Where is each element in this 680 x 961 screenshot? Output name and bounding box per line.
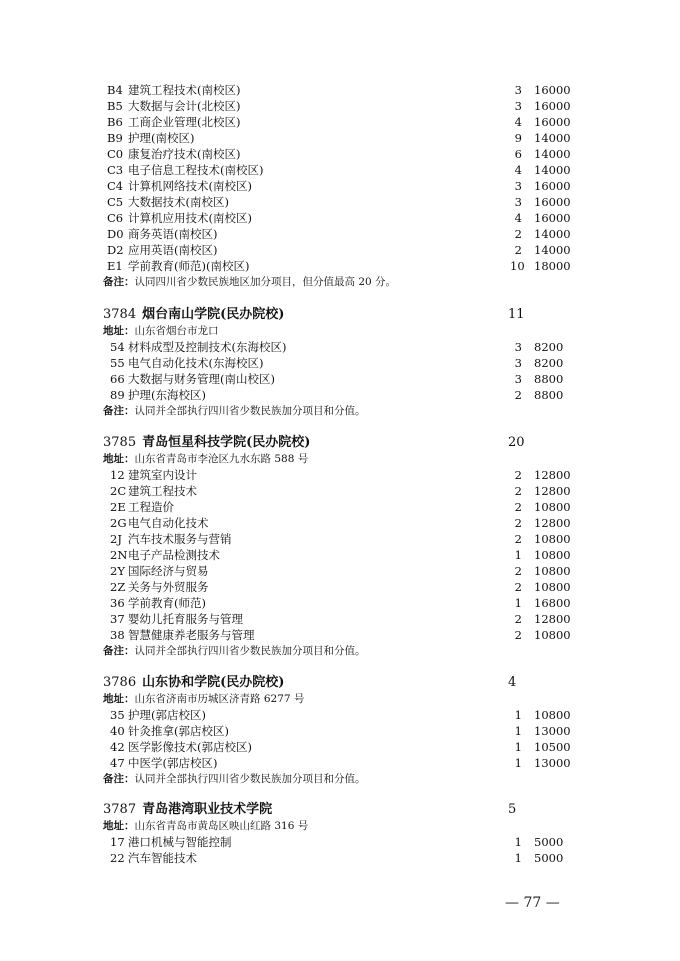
major-name: 工程造价 <box>128 500 174 514</box>
major-name: 大数据与会计(北校区) <box>128 99 241 113</box>
major-code: 66 <box>110 372 125 386</box>
major-code: 89 <box>110 388 125 402</box>
table-row <box>0 563 680 579</box>
major-code: 38 <box>110 628 125 642</box>
address-text: 山东省济南市历城区济青路 6277 号 <box>134 693 305 705</box>
tuition-fee: 5000 <box>534 851 564 865</box>
major-name: 电气自动化技术(东海校区) <box>128 356 264 370</box>
major-code: D2 <box>107 243 124 257</box>
remark <box>103 643 366 659</box>
enroll-count: 1 <box>514 756 522 770</box>
major-code: 2E <box>110 500 126 514</box>
table-row <box>0 755 680 771</box>
remark-label: 备注： <box>103 645 135 657</box>
table-row <box>0 355 680 371</box>
tuition-fee: 16800 <box>534 596 571 610</box>
school-name: 山东协和学院(民办院校) <box>142 675 285 690</box>
major-code: 2Y <box>110 564 125 578</box>
major-code: E1 <box>107 259 123 273</box>
major-name: 电气自动化技术 <box>128 516 209 530</box>
address-label: 地址： <box>103 453 135 465</box>
tuition-fee: 12800 <box>534 516 571 530</box>
enroll-count: 2 <box>514 532 522 546</box>
table-row <box>0 371 680 387</box>
major-code: C4 <box>107 179 124 193</box>
major-name: 汽车智能技术 <box>128 851 197 865</box>
table-row <box>0 611 680 627</box>
enroll-count: 1 <box>514 851 522 865</box>
major-name: 婴幼儿托育服务与管理 <box>128 612 243 626</box>
major-name: 学前教育(师范)(南校区) <box>128 259 250 273</box>
tuition-fee: 13000 <box>534 756 571 770</box>
major-code: D0 <box>107 227 124 241</box>
table-row <box>0 194 680 210</box>
major-code: 42 <box>110 740 125 754</box>
school-address <box>103 818 308 834</box>
major-name: 材料成型及控制技术(东海校区) <box>128 340 287 354</box>
table-row <box>0 210 680 226</box>
major-code: 2Z <box>110 580 126 594</box>
major-name: 中医学(郭店校区) <box>128 756 218 770</box>
address-label: 地址： <box>103 325 135 337</box>
major-name: 计算机网络技术(南校区) <box>128 179 252 193</box>
table-row <box>0 595 680 611</box>
tuition-fee: 16000 <box>534 195 571 209</box>
table-row <box>0 627 680 643</box>
major-code: B4 <box>107 83 123 97</box>
remark-label: 备注： <box>103 773 135 785</box>
remark-label: 备注： <box>103 276 135 288</box>
table-row <box>0 515 680 531</box>
enroll-count: 2 <box>514 243 522 257</box>
table-row <box>0 850 680 866</box>
major-name: 康复治疗技术(南校区) <box>128 147 241 161</box>
page-number: — 77 — <box>505 895 560 911</box>
enroll-count: 10 <box>510 259 525 273</box>
remark-text: 认同并全部执行四川省少数民族加分项目和分值。 <box>134 773 366 785</box>
table-row <box>0 723 680 739</box>
enroll-count: 2 <box>514 516 522 530</box>
school-header <box>103 674 663 692</box>
table-row <box>0 707 680 723</box>
major-name: 学前教育(师范) <box>128 596 206 610</box>
school-address <box>103 323 219 339</box>
major-code: C3 <box>107 163 124 177</box>
address-label: 地址： <box>103 693 135 705</box>
table-row <box>0 258 680 274</box>
enroll-count: 4 <box>514 115 522 129</box>
enroll-count: 2 <box>514 628 522 642</box>
enroll-count: 4 <box>514 163 522 177</box>
tuition-fee: 10800 <box>534 564 571 578</box>
remark-text: 认同并全部执行四川省少数民族加分项目和分值。 <box>134 405 366 417</box>
enroll-count: 3 <box>514 179 522 193</box>
table-row <box>0 387 680 403</box>
major-code: 22 <box>110 851 125 865</box>
tuition-fee: 8800 <box>534 388 564 402</box>
enroll-count: 6 <box>514 147 522 161</box>
table-row <box>0 162 680 178</box>
major-code: 12 <box>110 468 125 482</box>
school-header <box>103 801 663 819</box>
tuition-fee: 10500 <box>534 740 571 754</box>
enroll-count: 3 <box>514 356 522 370</box>
major-code: 2N <box>110 548 128 562</box>
table-row <box>0 483 680 499</box>
school-header <box>103 306 663 324</box>
major-name: 建筑工程技术(南校区) <box>128 83 241 97</box>
major-code: 35 <box>110 708 125 722</box>
enroll-count: 1 <box>514 596 522 610</box>
tuition-fee: 16000 <box>534 115 571 129</box>
enroll-count: 2 <box>514 484 522 498</box>
enroll-count: 3 <box>514 195 522 209</box>
major-code: 2J <box>110 532 122 546</box>
enroll-count: 2 <box>514 500 522 514</box>
major-name: 护理(郭店校区) <box>128 708 206 722</box>
major-name: 电子产品检测技术 <box>128 548 220 562</box>
enroll-count: 3 <box>514 372 522 386</box>
major-name: 计算机应用技术(南校区) <box>128 211 252 225</box>
remark-label: 备注： <box>103 405 135 417</box>
tuition-fee: 16000 <box>534 99 571 113</box>
tuition-fee: 10800 <box>534 628 571 642</box>
enroll-count: 3 <box>514 83 522 97</box>
major-name: 建筑室内设计 <box>128 468 197 482</box>
tuition-fee: 14000 <box>534 131 571 145</box>
table-row <box>0 114 680 130</box>
table-row <box>0 834 680 850</box>
tuition-fee: 10800 <box>534 532 571 546</box>
school-code: 3785 <box>103 435 137 450</box>
table-row <box>0 531 680 547</box>
major-name: 港口机械与智能控制 <box>128 835 232 849</box>
table-row <box>0 339 680 355</box>
school-total: 20 <box>508 435 525 450</box>
major-name: 护理(南校区) <box>128 131 195 145</box>
table-row <box>0 178 680 194</box>
remark-text: 认同四川省少数民族地区加分项目，但分值最高 20 分。 <box>134 276 397 288</box>
major-code: B5 <box>107 99 123 113</box>
major-code: 47 <box>110 756 125 770</box>
enroll-count: 2 <box>514 564 522 578</box>
tuition-fee: 10800 <box>534 548 571 562</box>
major-name: 针灸推拿(郭店校区) <box>128 724 229 738</box>
tuition-fee: 12800 <box>534 468 571 482</box>
enroll-count: 2 <box>514 580 522 594</box>
school-address <box>103 451 308 467</box>
school-code: 3786 <box>103 675 137 690</box>
table-row <box>0 499 680 515</box>
table-row <box>0 547 680 563</box>
major-code: 55 <box>110 356 125 370</box>
table-row <box>0 130 680 146</box>
enroll-count: 9 <box>514 131 522 145</box>
enroll-count: 1 <box>514 835 522 849</box>
tuition-fee: 16000 <box>534 211 571 225</box>
tuition-fee: 8200 <box>534 340 564 354</box>
tuition-fee: 13000 <box>534 724 571 738</box>
remark <box>103 274 396 290</box>
table-row <box>0 146 680 162</box>
school-header <box>103 434 663 452</box>
remark <box>103 771 366 787</box>
enroll-count: 3 <box>514 99 522 113</box>
tuition-fee: 8200 <box>534 356 564 370</box>
major-code: 37 <box>110 612 125 626</box>
remark <box>103 403 366 419</box>
table-row <box>0 242 680 258</box>
tuition-fee: 14000 <box>534 227 571 241</box>
enroll-count: 2 <box>514 227 522 241</box>
major-code: C5 <box>107 195 124 209</box>
tuition-fee: 16000 <box>534 179 571 193</box>
major-code: B9 <box>107 131 123 145</box>
major-name: 国际经济与贸易 <box>128 564 209 578</box>
enroll-count: 1 <box>514 708 522 722</box>
school-code: 3784 <box>103 307 137 322</box>
major-code: 36 <box>110 596 125 610</box>
tuition-fee: 14000 <box>534 147 571 161</box>
major-name: 汽车技术服务与营销 <box>128 532 232 546</box>
tuition-fee: 5000 <box>534 835 564 849</box>
major-code: 54 <box>110 340 125 354</box>
major-name: 电子信息工程技术(南校区) <box>128 163 264 177</box>
major-code: B6 <box>107 115 123 129</box>
address-text: 山东省青岛市李沧区九水东路 588 号 <box>134 453 309 465</box>
tuition-fee: 8800 <box>534 372 564 386</box>
major-name: 医学影像技术(郭店校区) <box>128 740 252 754</box>
major-code: 17 <box>110 835 125 849</box>
major-code: 2G <box>110 516 127 530</box>
major-name: 建筑工程技术 <box>128 484 197 498</box>
tuition-fee: 10800 <box>534 708 571 722</box>
school-name: 青岛港湾职业技术学院 <box>142 802 273 817</box>
school-address <box>103 691 304 707</box>
tuition-fee: 10800 <box>534 580 571 594</box>
enroll-count: 2 <box>514 388 522 402</box>
table-row <box>0 467 680 483</box>
tuition-fee: 12800 <box>534 612 571 626</box>
school-total: 5 <box>508 802 517 817</box>
major-code: C0 <box>107 147 124 161</box>
school-name: 青岛恒星科技学院(民办院校) <box>142 435 311 450</box>
school-name: 烟台南山学院(民办院校) <box>142 307 285 322</box>
tuition-fee: 12800 <box>534 484 571 498</box>
major-name: 大数据与财务管理(南山校区) <box>128 372 275 386</box>
tuition-fee: 16000 <box>534 83 571 97</box>
enroll-count: 1 <box>514 548 522 562</box>
enroll-count: 2 <box>514 468 522 482</box>
table-row <box>0 739 680 755</box>
table-row <box>0 82 680 98</box>
enroll-count: 4 <box>514 211 522 225</box>
tuition-fee: 10800 <box>534 500 571 514</box>
tuition-fee: 14000 <box>534 163 571 177</box>
school-total: 4 <box>508 675 517 690</box>
major-name: 智慧健康养老服务与管理 <box>128 628 255 642</box>
major-name: 应用英语(南校区) <box>128 243 218 257</box>
major-name: 大数据技术(南校区) <box>128 195 229 209</box>
enroll-count: 2 <box>514 612 522 626</box>
table-row <box>0 98 680 114</box>
table-row <box>0 579 680 595</box>
address-text: 山东省烟台市龙口 <box>134 325 219 337</box>
major-name: 工商企业管理(北校区) <box>128 115 241 129</box>
address-label: 地址： <box>103 820 135 832</box>
address-text: 山东省青岛市黄岛区映山红路 316 号 <box>134 820 309 832</box>
school-total: 11 <box>508 307 525 322</box>
enroll-count: 1 <box>514 740 522 754</box>
major-name: 护理(东海校区) <box>128 388 206 402</box>
major-code: 40 <box>110 724 125 738</box>
school-code: 3787 <box>103 802 137 817</box>
tuition-fee: 18000 <box>534 259 571 273</box>
tuition-fee: 14000 <box>534 243 571 257</box>
major-name: 商务英语(南校区) <box>128 227 218 241</box>
enroll-count: 3 <box>514 340 522 354</box>
major-name: 关务与外贸服务 <box>128 580 209 594</box>
major-code: C6 <box>107 211 124 225</box>
remark-text: 认同并全部执行四川省少数民族加分项目和分值。 <box>134 645 366 657</box>
enroll-count: 1 <box>514 724 522 738</box>
table-row <box>0 226 680 242</box>
major-code: 2C <box>110 484 127 498</box>
